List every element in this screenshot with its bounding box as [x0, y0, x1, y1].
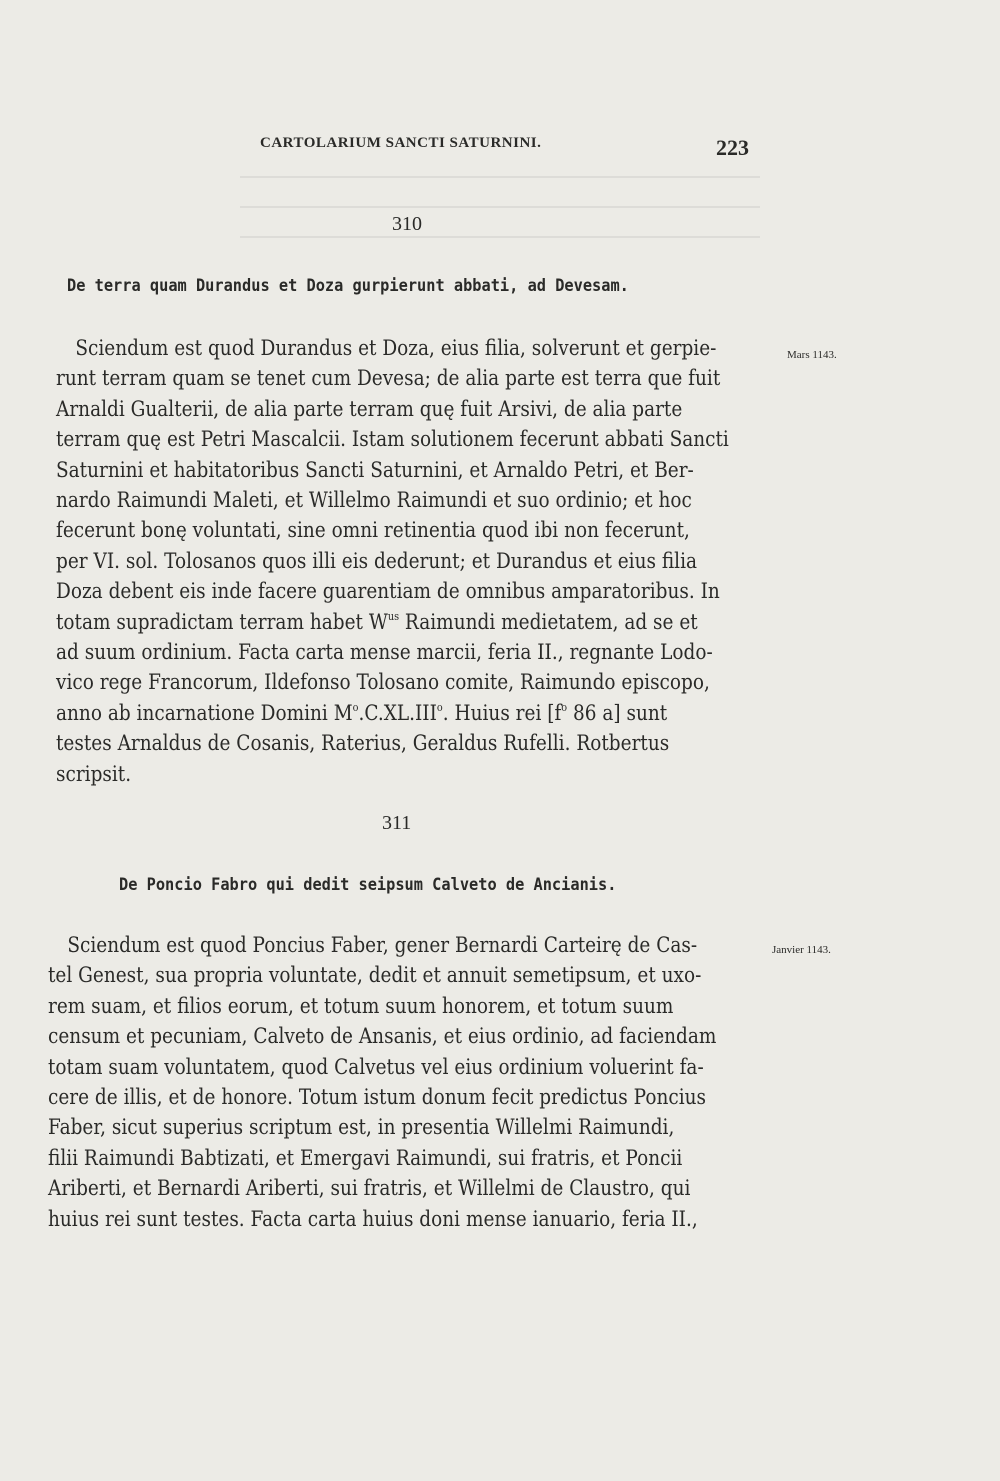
- superscript: us: [387, 609, 400, 623]
- charter-title: De Poncio Fabro qui dedit seipsum Calveto de Ancianis.: [119, 875, 617, 895]
- text-line: Ariberti, et Bernardi Ariberti, sui fratris, et Willelmi de Claustro, qui: [48, 1176, 691, 1201]
- text-segment: Raimundi medietatem, ad se et: [399, 609, 698, 634]
- text-line: rem suam, et filios eorum, et totum suum honorem, et totum suum: [48, 993, 674, 1018]
- text-line: filii Raimundi Babtizati, et Emergavi Raimundi, sui fratris, et Poncii: [48, 1145, 683, 1170]
- margin-date: Janvier 1143.: [772, 944, 831, 956]
- page-number: 223: [716, 135, 749, 160]
- text-line: [56, 698, 729, 728]
- text-line: censum et pecuniam, Calveto de Ansanis, et eius ordinio, ad faciendam: [48, 1024, 717, 1049]
- text-segment: 86 a] sunt: [567, 700, 668, 725]
- running-title: CARTOLARIUM SANCTI SATURNINI.: [260, 135, 542, 151]
- margin-date: Mars 1143.: [787, 349, 837, 361]
- text-line: Doza debent eis inde facere guarentiam de omnibus amparatoribus. In: [56, 579, 720, 604]
- text-line: scripsit.: [56, 761, 132, 786]
- text-line: runt terram quam se tenet cum Devesa; de alia parte est terra que fuit: [56, 366, 721, 391]
- text-line: cere de illis, et de honore. Totum istum donum fecit predictus Poncius: [48, 1085, 706, 1110]
- text-line: tel Genest, sua propria voluntate, dedit et annuit semetipsum, et uxo-: [48, 963, 702, 988]
- text-line: per VI. sol. Tolosanos quos illi eis dederunt; et Durandus et eius filia: [56, 548, 698, 573]
- text-segment: totam supradictam terram habet W: [56, 609, 388, 634]
- text-segment: .C.XL.III: [358, 700, 437, 725]
- text-line: Sciendum est quod Durandus et Doza, eius filia, solverunt et gerpie-: [75, 336, 717, 360]
- charter-number: 311: [382, 812, 412, 834]
- charter-body: [56, 333, 729, 789]
- text-line: huius rei sunt testes. Facta carta huius doni mense ianuario, feria II.,: [48, 1206, 698, 1231]
- text-line: terram quę est Petri Mascalcii. Istam solutionem fecerunt abbati Sancti: [56, 427, 729, 452]
- text-line: fecerunt bonę voluntati, sine omni retinentia quod ibi non fecerunt,: [56, 518, 690, 543]
- text-line: [56, 607, 729, 637]
- superscript: o: [352, 700, 359, 714]
- superscript: o: [436, 700, 443, 714]
- text-line: totam suam voluntatem, quod Calvetus vel eius ordinium voluerint fa-: [48, 1054, 704, 1079]
- charter-number: 310: [392, 213, 422, 235]
- text-line: testes Arnaldus de Cosanis, Raterius, Geraldus Rufelli. Rotbertus: [56, 731, 670, 756]
- text-line: nardo Raimundi Maleti, et Willelmo Raimundi et suo ordinio; et hoc: [56, 488, 692, 513]
- text-segment: anno ab incarnatione Domini M: [56, 700, 353, 725]
- bleed-through-texture: [240, 168, 760, 248]
- text-line: Arnaldi Gualterii, de alia parte terram quę fuit Arsivi, de alia parte: [56, 396, 683, 421]
- charter-body: [48, 930, 716, 1234]
- text-line: Faber, sicut superius scriptum est, in presentia Willelmi Raimundi,: [48, 1115, 675, 1140]
- text-segment: . Huius rei [f: [442, 700, 562, 725]
- superscript: o: [561, 700, 568, 714]
- text-line: vico rege Francorum, Ildefonso Tolosano comite, Raimundo episcopo,: [56, 670, 710, 695]
- text-line: ad suum ordinium. Facta carta mense marcii, feria II., regnante Lodo-: [56, 640, 713, 665]
- text-line: Sciendum est quod Poncius Faber, gener Bernardi Carteirę de Cas-: [67, 933, 698, 957]
- charter-title: De terra quam Durandus et Doza gurpierunt abbati, ad Devesam.: [67, 276, 629, 296]
- text-line: Saturnini et habitatoribus Sancti Saturnini, et Arnaldo Petri, et Ber-: [56, 457, 694, 482]
